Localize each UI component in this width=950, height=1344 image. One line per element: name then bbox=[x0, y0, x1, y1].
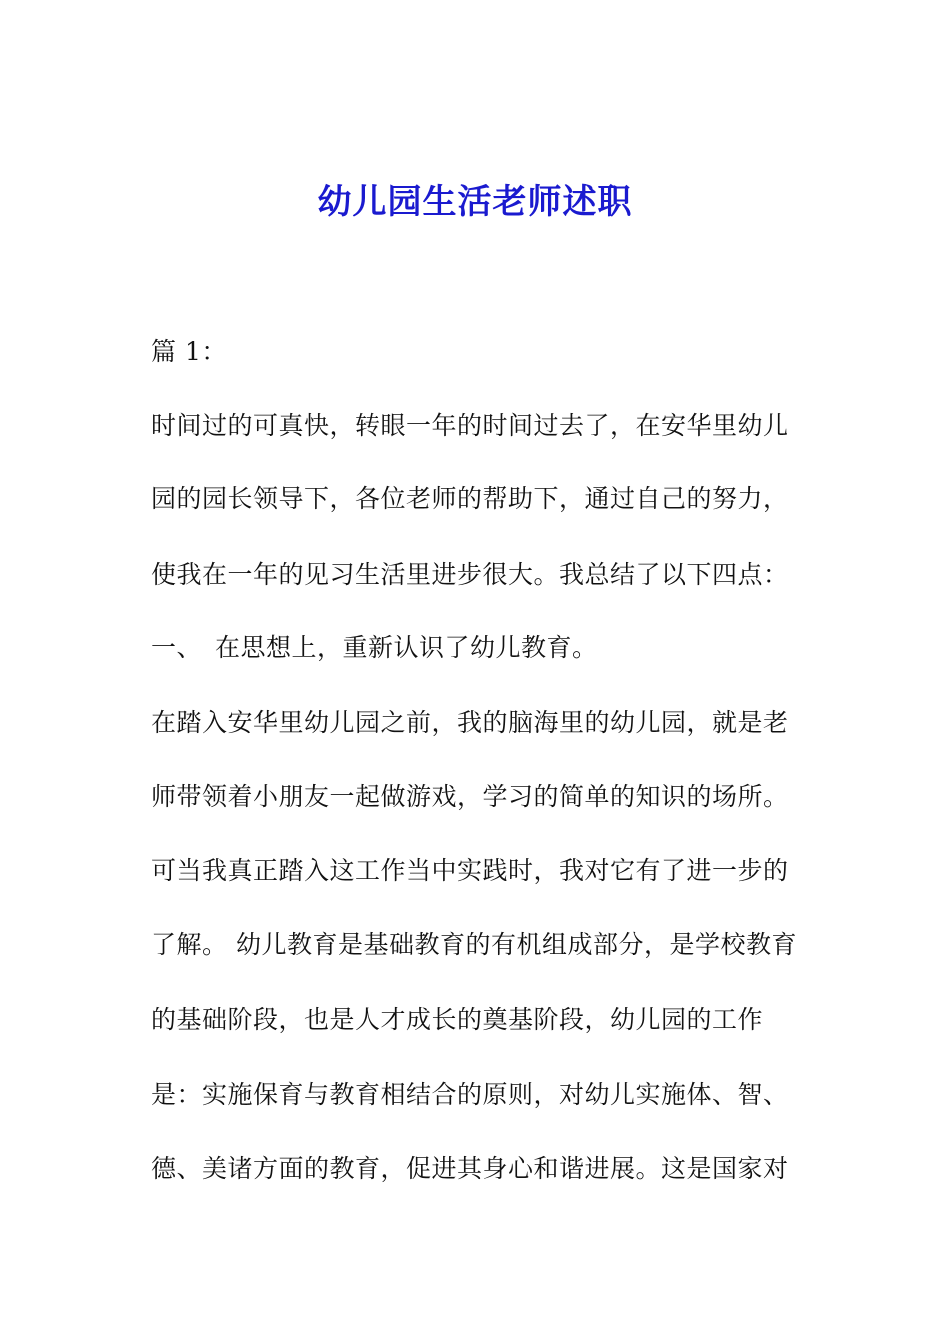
paragraph-line: 师带领着小朋友一起做游戏，学习的简单的知识的场所。 bbox=[151, 782, 789, 811]
paragraph-line: 是：实施保育与教育相结合的原则，对幼儿实施体、智、 bbox=[151, 1080, 789, 1109]
document-title: 幼儿园生活老师述职 bbox=[317, 182, 633, 222]
paragraph-line: 德、美诸方面的教育，促进其身心和谐进展。这是国家对 bbox=[151, 1154, 789, 1183]
section-heading bbox=[151, 630, 598, 666]
section-heading-number: 一、 bbox=[151, 633, 203, 662]
paragraph-line: 了解。 幼儿教育是基础教育的有机组成部分，是学校教育 bbox=[151, 930, 797, 959]
paragraph-line: 使我在一年的见习生活里进步很大。我总结了以下四点： bbox=[151, 560, 789, 589]
paragraph-line: 的基础阶段，也是人才成长的奠基阶段，幼儿园的工作 bbox=[151, 1005, 764, 1034]
paragraph-line: 可当我真正踏入这工作当中实践时，我对它有了进一步的 bbox=[151, 856, 789, 885]
paragraph-line: 在踏入安华里幼儿园之前，我的脑海里的幼儿园，就是老 bbox=[151, 708, 789, 737]
paragraph-line: 园的园长领导下，各位老师的帮助下，通过自己的努力， bbox=[151, 484, 789, 513]
section-label: 篇 1： bbox=[151, 337, 227, 366]
section-heading-text: 在思想上，重新认识了幼儿教育。 bbox=[215, 633, 598, 662]
paragraph-line: 时间过的可真快，转眼一年的时间过去了，在安华里幼儿 bbox=[151, 411, 789, 440]
